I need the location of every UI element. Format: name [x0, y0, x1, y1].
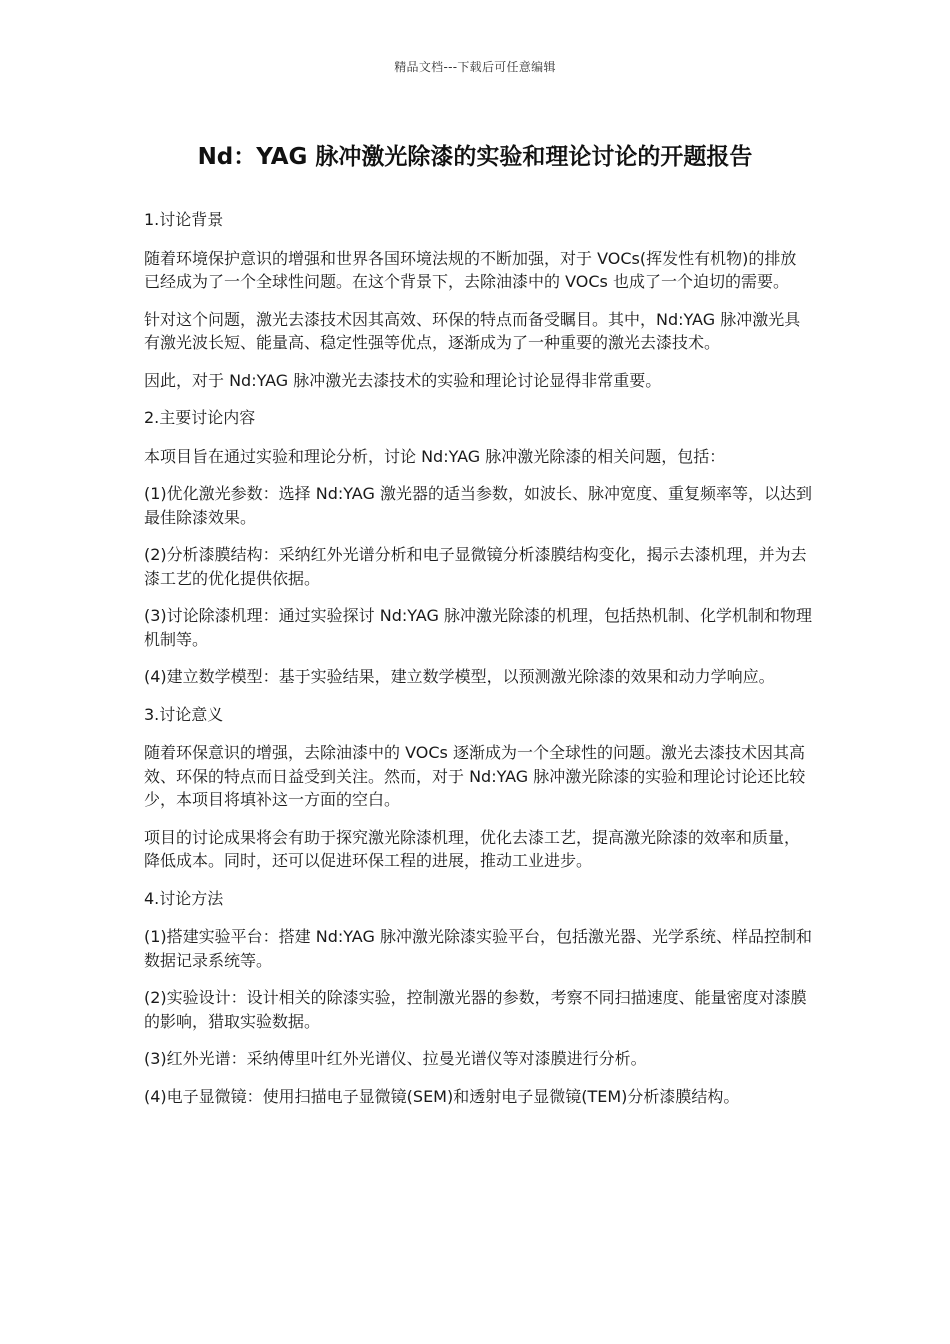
section-heading: 2.主要讨论内容: [144, 408, 256, 427]
section-heading: 3.讨论意义: [144, 704, 224, 724]
list-item: (4)建立数学模型：基于实验结果，建立数学模型，以预测激光除漆的效果和动力学响应。: [144, 667, 775, 686]
list-item: (2)实验设计：设计相关的除漆实验，控制激光器的参数，考察不同扫描速度、能量密度对漆膜的影响，猎取实验数据。: [144, 988, 807, 1031]
page-header-note: 精品文档---下载后可任意编辑: [394, 60, 556, 74]
list-item: (2)分析漆膜结构：采纳红外光谱分析和电子显微镜分析漆膜结构变化，揭示去漆机理，并为去漆工艺的优化提供依据。: [144, 545, 807, 588]
list-item: (1)优化激光参数：选择 Nd:YAG 激光器的适当参数，如波长、脉冲宽度、重复频率等，以达到最佳除漆效果。: [144, 484, 812, 527]
list-item: (4)电子显微镜：使用扫描电子显微镜(SEM)和透射电子显微镜(TEM)分析漆膜结构。: [144, 1086, 740, 1106]
paragraph: 随着环境保护意识的增强和世界各国环境法规的不断加强，对于 VOCs(挥发性有机物)的排放已经成为了一个全球性问题。在这个背景下，去除油漆中的 VOCs 也成了一个迫切的需要。: [144, 248, 797, 291]
paragraph: 项目的讨论成果将会有助于探究激光除漆机理，优化去漆工艺，提高激光除漆的效率和质量，降低成本。同时，还可以促进环保工程的进展，推动工业进步。: [144, 827, 801, 870]
section-significance: [144, 703, 812, 873]
document-body: [144, 208, 812, 1122]
paragraph: 针对这个问题，激光去漆技术因其高效、环保的特点而备受瞩目。其中，Nd:YAG 脉冲激光具有激光波长短、能量高、稳定性强等优点，逐渐成为了一种重要的激光去漆技术。: [144, 309, 801, 352]
section-main-content: [144, 406, 812, 689]
section-background: [144, 208, 812, 392]
paragraph: 本项目旨在通过实验和理论分析，讨论 Nd:YAG 脉冲激光除漆的相关问题，包括：: [144, 446, 726, 466]
paragraph: 因此，对于 Nd:YAG 脉冲激光去漆技术的实验和理论讨论显得非常重要。: [144, 370, 662, 390]
paragraph: 随着环保意识的增强，去除油漆中的 VOCs 逐渐成为一个全球性的问题。激光去漆技术因其高效、环保的特点而日益受到关注。然而，对于 Nd:YAG 脉冲激光除漆的实验和理论讨论还比较少，本项目将填补这一方面的空白。: [144, 743, 806, 809]
section-methods: [144, 887, 812, 1109]
list-item: (1)搭建实验平台：搭建 Nd:YAG 脉冲激光除漆实验平台，包括激光器、光学系统、样品控制和数据记录系统等。: [144, 927, 812, 970]
list-item: (3)讨论除漆机理：通过实验探讨 Nd:YAG 脉冲激光除漆的机理，包括热机制、化学机制和物理机制等。: [144, 606, 812, 649]
section-heading: 4.讨论方法: [144, 888, 224, 908]
document-title: Nd：YAG 脉冲激光除漆的实验和理论讨论的开题报告: [197, 144, 753, 170]
section-heading: 1.讨论背景: [144, 210, 224, 229]
list-item: (3)红外光谱：采纳傅里叶红外光谱仪、拉曼光谱仪等对漆膜进行分析。: [144, 1049, 647, 1068]
